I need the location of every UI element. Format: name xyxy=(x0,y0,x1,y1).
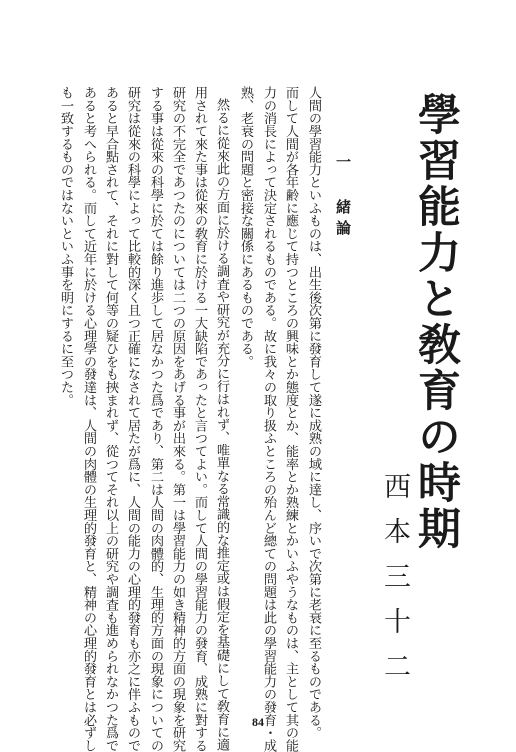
body-line: 熟、老衰の問題と密接な關係にあるものである。 xyxy=(238,86,253,368)
body-line: も一致するものではないといふ事を明にするに至つた。 xyxy=(58,86,73,407)
body-line: 研究は從來の科學によって比較的深く且つ正確になされて居たが爲に、人間の能力の心理的發育も亦之に伴ふもので xyxy=(125,86,140,752)
body-line: 研究の不完全であつたのについては二つの原因をあげる事が出來る。第一は學習能力の如き精神的方面の現象を研究 xyxy=(170,86,185,752)
body-line: 然るに從來此の方面に於ける調査や研究が充分に行はれず、唯單なる常識的な推定或は假定を基礎にして敎育に適 xyxy=(214,98,229,751)
body-line: あると早合點されて、それに對して何等の疑ひをも挾まれず、從つてそれ以上の研究や調査も進められなかつた爲で xyxy=(103,86,118,752)
body-line: する事は從來の科學に於ては餘り進歩して居なかつた爲であり、第二は人間の肉體的、生理的方面の現象についての xyxy=(148,86,163,752)
article-title: 學習能力と敎育の時期 xyxy=(411,92,461,552)
body-line: 力の消長によって決定されるものである。故に我々の取り扱ふところの殆んど總ての問題は此の學習能力の發育・成 xyxy=(261,86,276,752)
author-name: 西本三十二 xyxy=(379,472,410,697)
body-line: 人間の學習能力といふものは、出生後次第に發育して遂に成熟の域に達し、序いで次第に老衰に至るものである。 xyxy=(306,86,321,739)
body-line: あると考へられる。而して近年に於ける心理學の發達は、人間の肉體の生理的發育と、精神の心理的發育とは必ずし xyxy=(81,86,96,752)
body-line: 而して人間が各年齢に應じて持つところの興味とか態度とか、能率とか熟練とかいふやうなものは、主として其の能 xyxy=(283,86,298,752)
body-line: 用されて來た事は從來の敎育に於ける一大缺陷であったと言つてよい。而して人間の學習能力の發育、成熟に對する xyxy=(192,86,207,752)
page-number: 84 xyxy=(252,715,264,729)
section-heading: 一 緒論 xyxy=(334,154,352,241)
